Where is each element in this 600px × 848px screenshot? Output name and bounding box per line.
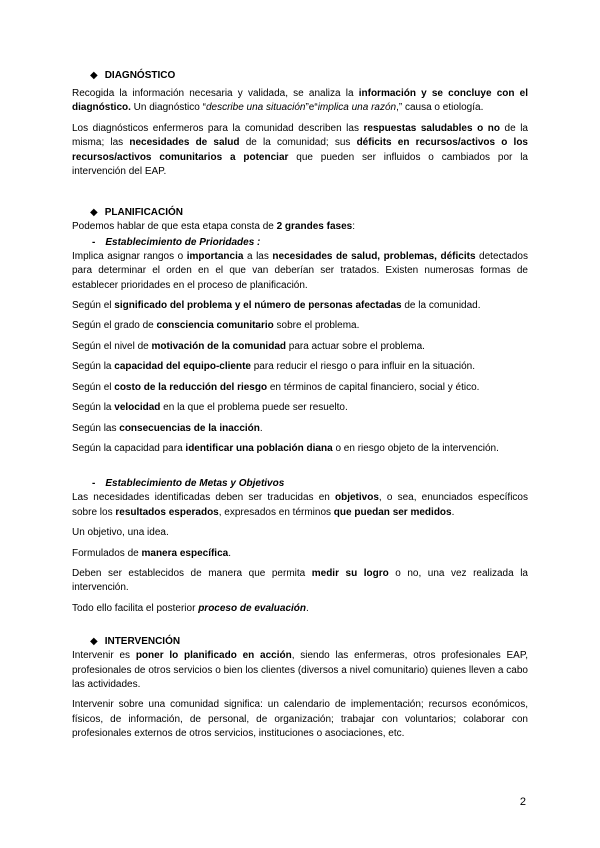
subheading-metas: - Establecimiento de Metas y Objetivos bbox=[92, 478, 285, 490]
paragraph: Las necesidades identificadas deben ser traducidas en objetivos, o sea, enunciados específicos sobre los resultados esperados, expresados en términos que puedan ser medidos. bbox=[72, 492, 528, 518]
heading-planificacion bbox=[90, 207, 528, 218]
criterion: Según la velocidad en la que el problema puede ser resuelto. bbox=[72, 402, 348, 414]
criterion: Según el grado de consciencia comunitario sobre el problema. bbox=[72, 320, 360, 332]
criterion: Según el significado del problema y el número de personas afectadas de la comunidad. bbox=[72, 300, 481, 312]
criterion: Según la capacidad del equipo-cliente para reducir el riesgo o para influir en la situación. bbox=[72, 361, 475, 373]
paragraph: Intervenir sobre una comunidad significa: un calendario de implementación; recursos económicos, físicos, de información, de personal, de organización; trabajar con voluntarios; colaborar con profesionales externos de otros servicios, instituciones o asociaciones, etc. bbox=[72, 699, 528, 740]
page-number: 2 bbox=[519, 796, 526, 808]
document-page bbox=[72, 70, 528, 748]
heading-text: INTERVENCIÓN bbox=[104, 636, 181, 648]
paragraph: Formulados de manera específica. bbox=[72, 547, 231, 559]
paragraph: Todo ello facilita el posterior proceso de evaluación. bbox=[72, 602, 309, 614]
criterion: Según la capacidad para identificar una población diana o en riesgo objeto de la intervención. bbox=[72, 442, 499, 454]
diamond-bullet-icon: ◆ bbox=[90, 207, 98, 219]
subheading-prioridades: - Establecimiento de Prioridades : bbox=[92, 236, 261, 248]
paragraph: Intervenir es poner lo planificado en acción, siendo las enfermeras, otros profesionales EAP, profesionales de otros servicios o bien los clientes (diversos a nivel comunitario) quienes lleven a cabo las actividades. bbox=[72, 650, 528, 690]
heading-diagnostico bbox=[90, 70, 528, 81]
paragraph: Implica asignar rangos o importancia a las necesidades de salud, problemas, déficits detectados para determinar el orden en el que van deberían ser tratados. Existen numerosas formas de establecer prioridades en el proceso de planificación. bbox=[72, 250, 528, 291]
paragraph: Deben ser establecidos de manera que permita medir su logro o no, una vez realizada la intervención. bbox=[72, 567, 528, 594]
paragraph: Podemos hablar de que esta etapa consta de 2 grandes fases: bbox=[72, 221, 355, 233]
criterion: Según el costo de la reducción del riesgo en términos de capital financiero, social y ético. bbox=[72, 381, 480, 393]
diamond-bullet-icon: ◆ bbox=[90, 636, 98, 648]
paragraph: Recogida la información necesaria y validada, se analiza la información y se concluye con el diagnóstico. Un diagnóstico “describe una situación”e“implica una razón,” causa o etiología. bbox=[72, 88, 528, 114]
paragraph: Un objetivo, una idea. bbox=[72, 527, 169, 539]
criterion: Según el nivel de motivación de la comunidad para actuar sobre el problema. bbox=[72, 340, 425, 352]
heading-intervencion bbox=[90, 636, 528, 647]
diamond-bullet-icon: ◆ bbox=[90, 70, 98, 81]
heading-text: PLANIFICACIÓN bbox=[104, 207, 184, 219]
paragraph: Los diagnósticos enfermeros para la comunidad describen las respuestas saludables o no de la misma; las necesidades de salud de la comunidad; sus déficits en recursos/activos o los recursos/activos comunitarios a potenciar que pueden ser influidos o cambiados por la intervención del EAP. bbox=[72, 122, 528, 178]
heading-text: DIAGNÓSTICO bbox=[104, 70, 176, 81]
criterion: Según las consecuencias de la inacción. bbox=[72, 422, 263, 434]
